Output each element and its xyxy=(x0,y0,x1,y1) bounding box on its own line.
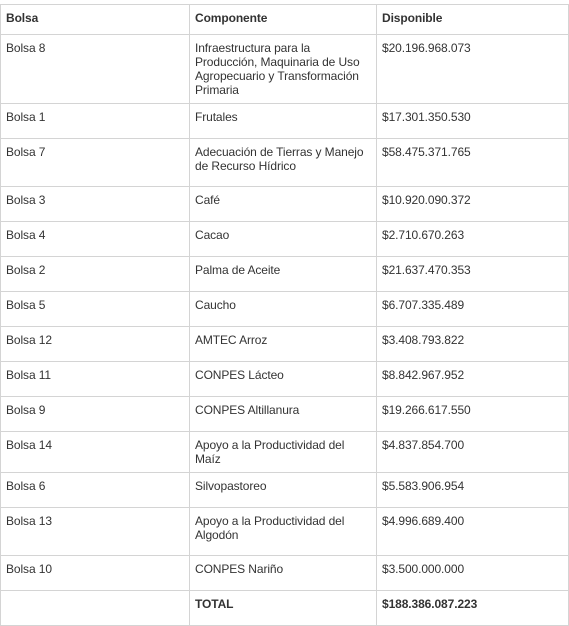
cell-componente: CONPES Lácteo xyxy=(190,362,377,397)
cell-componente: CONPES Nariño xyxy=(190,556,377,591)
cell-total-value: $188.386.087.223 xyxy=(377,591,569,626)
cell-bolsa: Bolsa 13 xyxy=(1,508,190,556)
cell-componente: Adecuación de Tierras y Manejo de Recurso Hídrico xyxy=(190,139,377,187)
cell-bolsa: Bolsa 5 xyxy=(1,292,190,327)
cell-total-label: TOTAL xyxy=(190,591,377,626)
cell-componente: Apoyo a la Productividad del Algodón xyxy=(190,508,377,556)
table-row xyxy=(1,257,569,292)
table-row xyxy=(1,139,569,187)
table-total-row xyxy=(1,591,569,626)
cell-bolsa: Bolsa 7 xyxy=(1,139,190,187)
cell-disponible: $3.500.000.000 xyxy=(377,556,569,591)
table-row xyxy=(1,222,569,257)
cell-bolsa: Bolsa 1 xyxy=(1,104,190,139)
cell-disponible: $3.408.793.822 xyxy=(377,327,569,362)
table-row xyxy=(1,104,569,139)
cell-disponible: $6.707.335.489 xyxy=(377,292,569,327)
cell-bolsa: Bolsa 4 xyxy=(1,222,190,257)
cell-componente: Café xyxy=(190,187,377,222)
cell-disponible: $4.996.689.400 xyxy=(377,508,569,556)
cell-bolsa: Bolsa 14 xyxy=(1,432,190,473)
table-row xyxy=(1,362,569,397)
cell-disponible: $5.583.906.954 xyxy=(377,473,569,508)
cell-disponible: $20.196.968.073 xyxy=(377,35,569,104)
cell-bolsa: Bolsa 9 xyxy=(1,397,190,432)
table-row xyxy=(1,35,569,104)
cell-disponible: $21.637.470.353 xyxy=(377,257,569,292)
header-componente: Componente xyxy=(190,5,377,35)
table-row xyxy=(1,292,569,327)
cell-componente: Cacao xyxy=(190,222,377,257)
cell-disponible: $17.301.350.530 xyxy=(377,104,569,139)
cell-componente: Caucho xyxy=(190,292,377,327)
cell-disponible: $58.475.371.765 xyxy=(377,139,569,187)
header-bolsa: Bolsa xyxy=(1,5,190,35)
cell-disponible: $10.920.090.372 xyxy=(377,187,569,222)
cell-componente: Infraestructura para la Producción, Maquinaria de Uso Agropecuario y Transformación Primaria xyxy=(190,35,377,104)
table-header-row xyxy=(1,5,569,35)
cell-bolsa: Bolsa 8 xyxy=(1,35,190,104)
cell-bolsa: Bolsa 3 xyxy=(1,187,190,222)
cell-componente: Silvopastoreo xyxy=(190,473,377,508)
cell-total-bolsa xyxy=(1,591,190,626)
header-disponible: Disponible xyxy=(377,5,569,35)
cell-bolsa: Bolsa 11 xyxy=(1,362,190,397)
cell-bolsa: Bolsa 12 xyxy=(1,327,190,362)
budget-table xyxy=(0,4,569,626)
table-row xyxy=(1,327,569,362)
table-row xyxy=(1,397,569,432)
table-row xyxy=(1,508,569,556)
table-row xyxy=(1,432,569,473)
budget-table-container xyxy=(0,4,568,626)
cell-disponible: $8.842.967.952 xyxy=(377,362,569,397)
cell-disponible: $19.266.617.550 xyxy=(377,397,569,432)
cell-disponible: $2.710.670.263 xyxy=(377,222,569,257)
cell-componente: Apoyo a la Productividad del Maíz xyxy=(190,432,377,473)
table-row xyxy=(1,187,569,222)
cell-bolsa: Bolsa 10 xyxy=(1,556,190,591)
cell-componente: Palma de Aceite xyxy=(190,257,377,292)
table-row xyxy=(1,473,569,508)
cell-bolsa: Bolsa 2 xyxy=(1,257,190,292)
cell-componente: AMTEC Arroz xyxy=(190,327,377,362)
cell-componente: CONPES Altillanura xyxy=(190,397,377,432)
cell-disponible: $4.837.854.700 xyxy=(377,432,569,473)
cell-bolsa: Bolsa 6 xyxy=(1,473,190,508)
cell-componente: Frutales xyxy=(190,104,377,139)
